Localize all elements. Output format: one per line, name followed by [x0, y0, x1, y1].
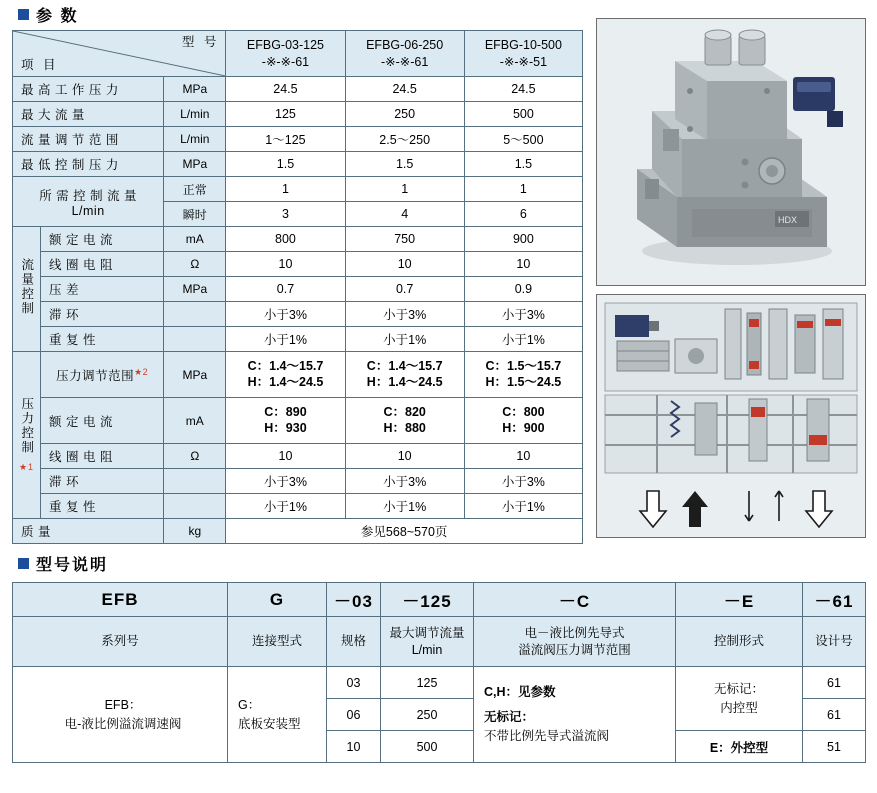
row-label-coil-resistance: 线 圈 电 阻 [41, 252, 164, 277]
cell-design-61a: 61 [803, 667, 866, 699]
header-model-1: EFBG-03-125 -※-※-61 [226, 31, 345, 77]
row-unit: mA [164, 398, 226, 444]
cell-value: C：1.4～15.7 H：1.4～24.5 [345, 352, 464, 398]
hydraulic-schematic-illustration [597, 295, 865, 537]
row-unit: MPa [164, 152, 226, 177]
cell-series-desc: EFB： 电-液比例溢流调速阀 [13, 667, 228, 763]
cell-value: C：1.5～15.7 H：1.5～24.5 [464, 352, 582, 398]
row-label-repeatability-p: 重 复 性 [41, 494, 164, 519]
header-item-label: 项 目 [21, 57, 59, 72]
cell-flow-125: 125 [381, 667, 474, 699]
header-model-label: 型 号 [181, 35, 220, 49]
row-label-pressure-diff: 压 差 [41, 277, 164, 302]
row-label-rated-current-p: 额 定 电 流 [41, 398, 164, 444]
row-label-mass: 质 量 [13, 519, 164, 544]
cell-value: 500 [464, 102, 582, 127]
square-marker-icon [18, 9, 29, 20]
cell-value: 小于1% [226, 327, 345, 352]
note-marker-2: ★2 [134, 366, 149, 377]
desc-control: 控制形式 [676, 617, 803, 667]
table-row [13, 227, 583, 252]
table-row [13, 398, 583, 444]
table-row [13, 277, 583, 302]
row-unit: L/min [164, 102, 226, 127]
cell-value: 0.9 [464, 277, 582, 302]
section-title-text: 参 数 [36, 8, 79, 25]
cell-value: 小于3% [345, 469, 464, 494]
cell-value: 900 [464, 227, 582, 252]
cell-value: 800 [226, 227, 345, 252]
table-row-descriptions [13, 617, 866, 667]
row-unit: Ω [164, 444, 226, 469]
header-model-3: EFBG-10-500 -※-※-51 [464, 31, 582, 77]
cell-value: 10 [226, 252, 345, 277]
row-label-hysteresis: 滞 环 [41, 302, 164, 327]
proportional-valve-photo-illustration [597, 19, 865, 285]
cell-control-external: E：外控型 [676, 731, 803, 763]
cell-value: 250 [345, 102, 464, 127]
cell-value: 1.5 [345, 152, 464, 177]
cell-value: 1 [226, 177, 345, 202]
svg-text:HDX: HDX [778, 215, 798, 225]
hydraulic-schematic [596, 294, 866, 538]
cell-value: 0.7 [226, 277, 345, 302]
cell-flow-250: 250 [381, 699, 474, 731]
row-label-rated-current: 额 定 电 流 [41, 227, 164, 252]
table-row [13, 302, 583, 327]
cell-value: 10 [345, 252, 464, 277]
code-pressure: －C [474, 583, 676, 617]
cell-value: 1～125 [226, 127, 345, 152]
row-unit [164, 302, 226, 327]
cell-value: 1.5 [226, 152, 345, 177]
cell-value: 小于1% [464, 327, 582, 352]
code-connection: G [228, 583, 327, 617]
row-label-min-control-pressure: 最 低 控 制 压 力 [13, 152, 164, 177]
cell-value: 24.5 [226, 77, 345, 102]
row-label-max-flow: 最 大 流 量 [13, 102, 164, 127]
row-unit [164, 327, 226, 352]
table-row [13, 444, 583, 469]
section-heading-parameters [18, 3, 78, 26]
cell-connection-desc: G： 底板安装型 [228, 667, 327, 763]
row-label-coil-resistance-p: 线 圈 电 阻 [41, 444, 164, 469]
cell-value: 1 [345, 177, 464, 202]
group-label-flow-control: 流量控制 [13, 227, 41, 352]
cell-value: 小于1% [226, 494, 345, 519]
cell-value: 小于1% [345, 494, 464, 519]
header-model-2: EFBG-06-250 -※-※-61 [345, 31, 464, 77]
table-row [13, 667, 866, 699]
cell-value: 24.5 [345, 77, 464, 102]
cell-value: 5～500 [464, 127, 582, 152]
cell-value: 10 [226, 444, 345, 469]
cell-value: 10 [464, 444, 582, 469]
cell-value: 750 [345, 227, 464, 252]
cell-design-51: 51 [803, 731, 866, 763]
cell-value: 小于3% [345, 302, 464, 327]
product-photo [596, 18, 866, 286]
cell-value: 小于1% [345, 327, 464, 352]
table-row [13, 127, 583, 152]
row-unit: MPa [164, 352, 226, 398]
table-row [13, 327, 583, 352]
cell-value: 小于3% [464, 302, 582, 327]
code-control: －E [676, 583, 803, 617]
row-unit: Ω [164, 252, 226, 277]
cell-design-61b: 61 [803, 699, 866, 731]
table-row [13, 177, 583, 202]
desc-spec: 规格 [327, 617, 381, 667]
row-unit: kg [164, 519, 226, 544]
desc-pressure: 电－液比例先导式 溢流阀压力调节范围 [474, 617, 676, 667]
cell-value: 2.5～250 [345, 127, 464, 152]
row-unit [164, 494, 226, 519]
table-row [13, 494, 583, 519]
table-row [13, 252, 583, 277]
cell-pressure-desc: C,H：见参数 无标记： 不带比例先导式溢流阀 [474, 667, 676, 763]
cell-value: 3 [226, 202, 345, 227]
cell-value: 125 [226, 102, 345, 127]
row-label-hysteresis-p: 滞 环 [41, 469, 164, 494]
cell-spec-10: 10 [327, 731, 381, 763]
cell-value: 1.5 [464, 152, 582, 177]
model-explanation-table-wrap [12, 582, 865, 763]
table-row [13, 469, 583, 494]
row-label-pressure-range: 压力调节范围$^{★2}$ [41, 352, 164, 398]
cell-value: 小于3% [464, 469, 582, 494]
row-unit: MPa [164, 77, 226, 102]
code-design: －61 [803, 583, 866, 617]
desc-flow: 最大调节流量 L/min [381, 617, 474, 667]
cell-spec-06: 06 [327, 699, 381, 731]
row-unit-normal: 正常 [164, 177, 226, 202]
row-unit: mA [164, 227, 226, 252]
section-heading-model [18, 552, 108, 575]
cell-value: 24.5 [464, 77, 582, 102]
cell-control-internal: 无标记： 内控型 [676, 667, 803, 731]
desc-design: 设计号 [803, 617, 866, 667]
cell-value: C：1.4～15.7 H：1.4～24.5 [226, 352, 345, 398]
row-unit [164, 469, 226, 494]
cell-value: C：800 H：900 [464, 398, 582, 444]
cell-value-mass: 参见568~570页 [226, 519, 583, 544]
row-unit-instant: 瞬时 [164, 202, 226, 227]
desc-connection: 连接型式 [228, 617, 327, 667]
cell-value: 小于3% [226, 302, 345, 327]
row-unit: MPa [164, 277, 226, 302]
code-flow: －125 [381, 583, 474, 617]
table-row [13, 152, 583, 177]
cell-flow-500: 500 [381, 731, 474, 763]
cell-value: 10 [464, 252, 582, 277]
table-row [13, 77, 583, 102]
row-label-required-control-flow: 所 需 控 制 流 量 L/min [13, 177, 164, 227]
desc-series: 系列号 [13, 617, 228, 667]
cell-value: 小于1% [464, 494, 582, 519]
code-series: EFB [13, 583, 228, 617]
parameters-table [12, 30, 583, 544]
cell-value: C：890 H：930 [226, 398, 345, 444]
square-marker-icon [18, 558, 29, 569]
cell-spec-03: 03 [327, 667, 381, 699]
cell-value: 0.7 [345, 277, 464, 302]
table-row [13, 102, 583, 127]
note-marker-1: ★1 [18, 462, 35, 473]
table-row-codes [13, 583, 866, 617]
table-row-header [13, 31, 583, 77]
table-row [13, 519, 583, 544]
cell-value: 小于3% [226, 469, 345, 494]
cell-value: 1 [464, 177, 582, 202]
table-row [13, 352, 583, 398]
parameters-table-wrap [12, 30, 583, 544]
cell-value: 6 [464, 202, 582, 227]
section-title-text: 型号说明 [36, 557, 109, 574]
cell-value: 10 [345, 444, 464, 469]
group-label-pressure-control: 压力控制 ★1 [13, 352, 41, 519]
cell-value: 4 [345, 202, 464, 227]
header-corner-cell [13, 31, 226, 77]
row-label-repeatability: 重 复 性 [41, 327, 164, 352]
model-explanation-table [12, 582, 866, 763]
code-spec: －03 [327, 583, 381, 617]
row-unit: L/min [164, 127, 226, 152]
row-label-flow-range: 流 量 调 节 范 围 [13, 127, 164, 152]
cell-value: C：820 H：880 [345, 398, 464, 444]
row-label-max-working-pressure: 最 高 工 作 压 力 [13, 77, 164, 102]
